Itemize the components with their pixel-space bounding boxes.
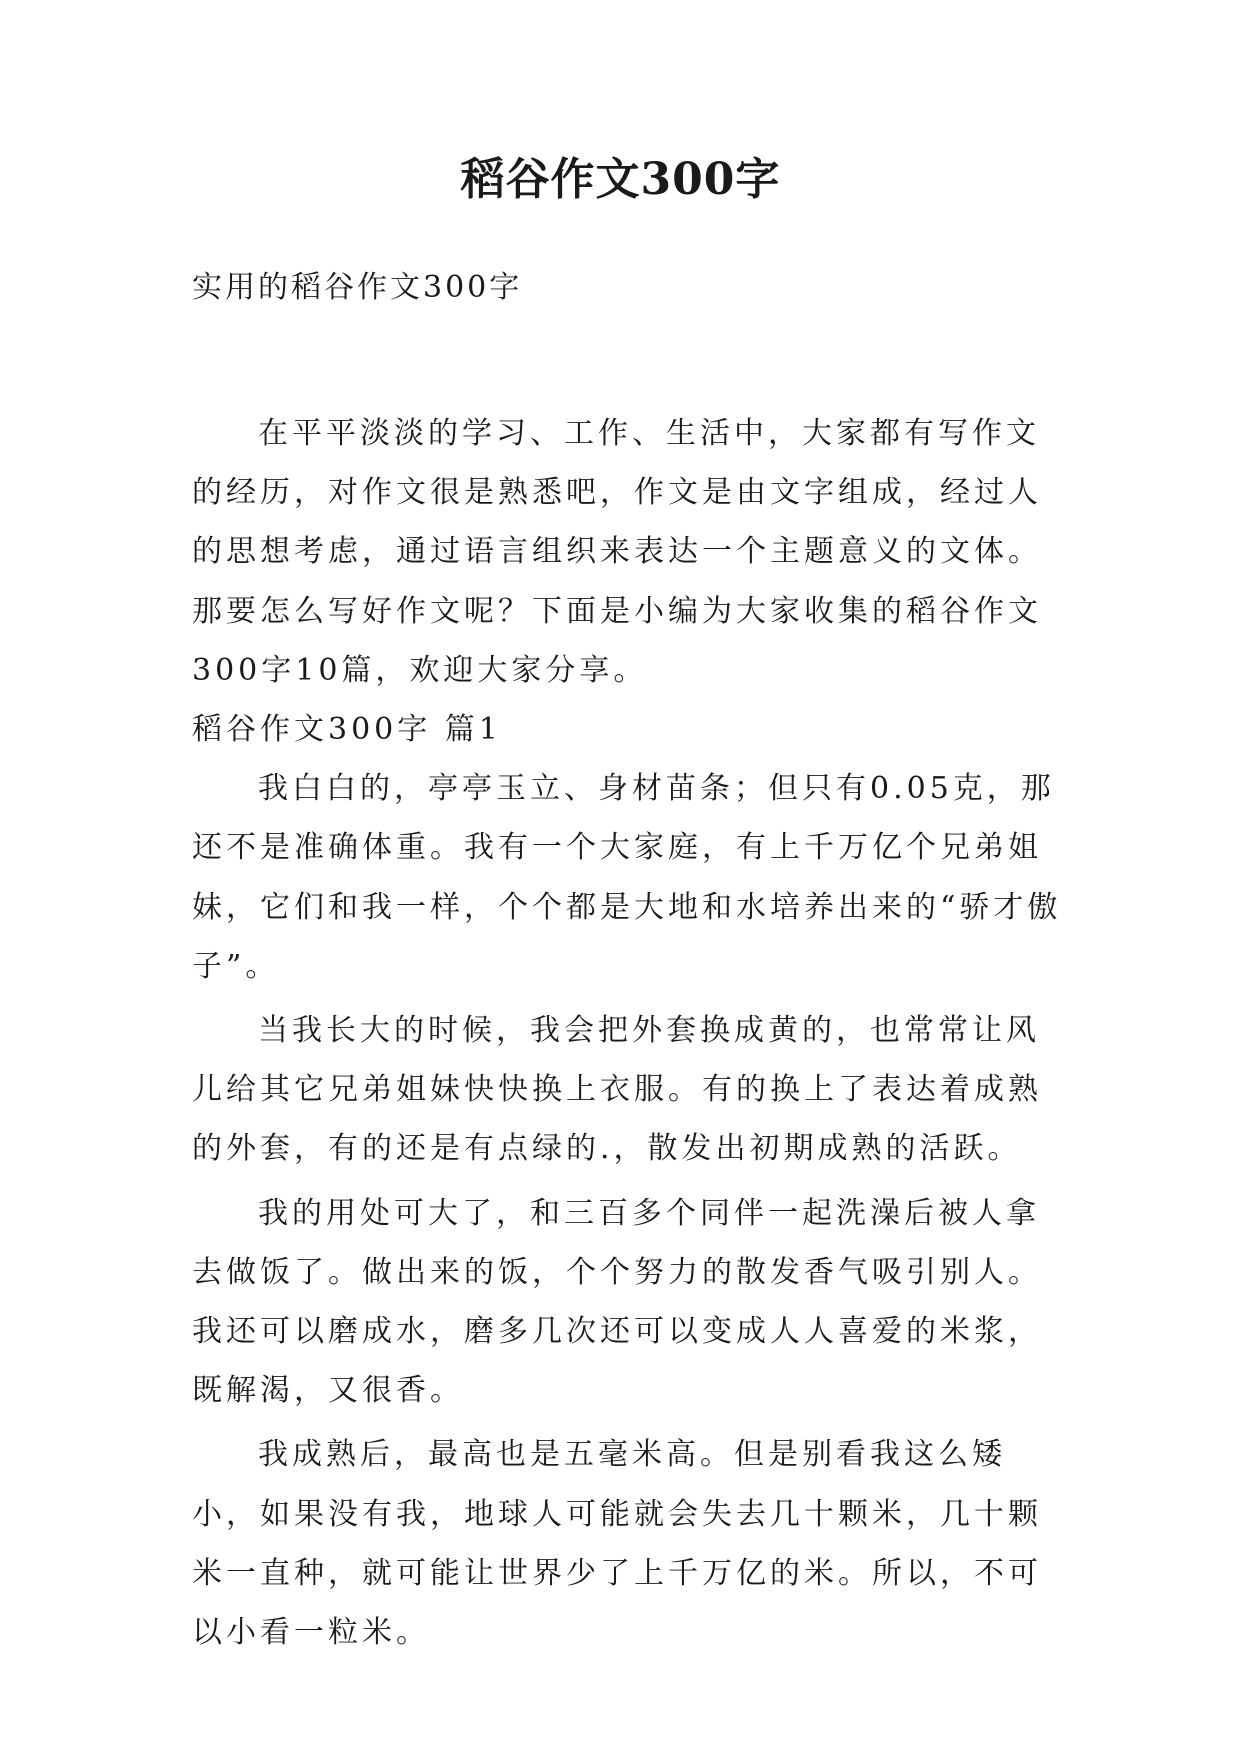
body-paragraph-2: 当我长大的时候，我会把外套换成黄的，也常常让风儿给其它兄弟姐妹快快换上衣服。有的换上了表达着成熟的外套，有的还是有点绿的.，散发出初期成熟的活跃。 <box>192 1013 1042 1167</box>
body-paragraph-1: 我白白的，亭亭玉立、身材苗条；但只有0.05克，那还不是准确体重。我有一个大家庭，有上千万亿个兄弟姐妹，它们和我一样，个个都是大地和水培养出来的“骄才傲子”。 <box>192 771 1062 984</box>
document-subtitle: 实用的稻谷作文300字 <box>192 270 523 305</box>
body-paragraph-4: 我成熟后，最高也是五毫米高。但是别看我这么矮小，如果没有我，地球人可能就会失去几十颗米，几十颗米一直种，就可能让世界少了上千万亿的米。所以，不可以小看一粒米。 <box>192 1437 1042 1651</box>
body-paragraph-3: 我的用处可大了，和三百多个同伴一起洗澡后被人拿去做饭了。做出来的饭，个个努力的散发香气吸引别人。我还可以磨成水，磨多几次还可以变成人人喜爱的米浆，既解渴，又很香。 <box>192 1195 1042 1409</box>
intro-paragraph: 在平平淡淡的学习、工作、生活中，大家都有写作文的经历，对作文很是熟悉吧，作文是由文字组成，经过人的思想考虑，通过语言组织来表达一个主题意义的文体。那要怎么写好作文呢？下面是小编为大家收集的稻谷作文300字10篇，欢迎大家分享。 <box>192 416 1042 688</box>
section-heading: 稻谷作文300字 篇1 <box>192 712 502 748</box>
document-title: 稻谷作文300字 <box>460 154 781 205</box>
document-body <box>192 404 1062 1662</box>
